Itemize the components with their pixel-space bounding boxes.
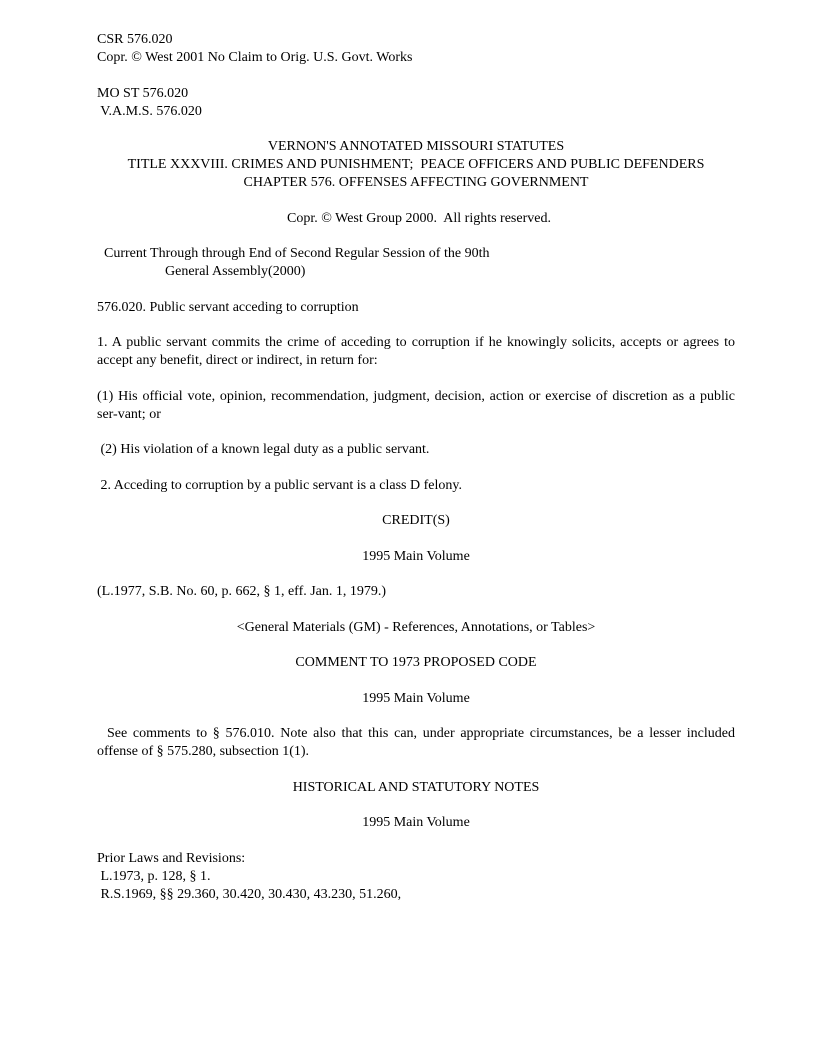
chapter-heading: CHAPTER 576. OFFENSES AFFECTING GOVERNMENT: [243, 175, 589, 190]
prior-law-item: R.S.1969, §§ 29.360, 30.420, 30.430, 43.230, 51.260,: [97, 886, 402, 902]
section-paragraph-2: (1) His official vote, opinion, recommendation, judgment, decision, action or exercise of discretion as a public ser-vant; or: [97, 388, 735, 422]
prior-laws-label: Prior Laws and Revisions:: [97, 850, 246, 866]
state-citation: MO ST 576.020: [97, 85, 189, 101]
document-page: [97, 31, 735, 904]
credits-heading: CREDIT(S): [382, 513, 450, 528]
comment-volume: 1995 Main Volume: [362, 690, 470, 706]
section-heading: 576.020. Public servant acceding to corruption: [97, 299, 359, 315]
currency-line-1: Current Through through End of Second Regular Session of the 90th: [104, 246, 490, 261]
comment-text: See comments to § 576.010. Note also that this can, under appropriate circumstances, be a lesser included offense of § 575.280, subsection 1(1).: [97, 726, 735, 759]
currency-line-2: General Assembly(2000): [165, 264, 306, 279]
credits-text: (L.1977, S.B. No. 60, p. 662, § 1, eff. Jan. 1, 1979.): [97, 584, 387, 599]
publisher-copyright: Copr. © West Group 2000. All rights reserved.: [287, 210, 551, 226]
credits-volume: 1995 Main Volume: [362, 548, 470, 564]
general-materials-heading: <General Materials (GM) - References, Annotations, or Tables>: [236, 619, 596, 635]
citation-line: CSR 576.020: [97, 32, 173, 47]
historical-heading: HISTORICAL AND STATUTORY NOTES: [292, 779, 540, 795]
section-paragraph-3: (2) His violation of a known legal duty as a public servant.: [97, 442, 430, 457]
historical-volume: 1995 Main Volume: [362, 815, 470, 830]
section-paragraph-1: 1. A public servant commits the crime of acceding to corruption if he knowingly solicits, accepts or agrees to accept any benefit, direct or indirect, in return for:: [97, 335, 735, 368]
copyright-notice: Copr. © West 2001 No Claim to Orig. U.S. Govt. Works: [97, 50, 413, 65]
vams-citation: V.A.M.S. 576.020: [97, 103, 202, 119]
title-heading: TITLE XXXVIII. CRIMES AND PUNISHMENT; PEACE OFFICERS AND PUBLIC DEFENDERS: [127, 157, 705, 172]
prior-law-item: L.1973, p. 128, § 1.: [97, 868, 211, 884]
statute-title: VERNON'S ANNOTATED MISSOURI STATUTES: [267, 139, 565, 154]
section-paragraph-4: 2. Acceding to corruption by a public servant is a class D felony.: [97, 477, 462, 493]
comment-heading: COMMENT TO 1973 PROPOSED CODE: [295, 655, 537, 670]
